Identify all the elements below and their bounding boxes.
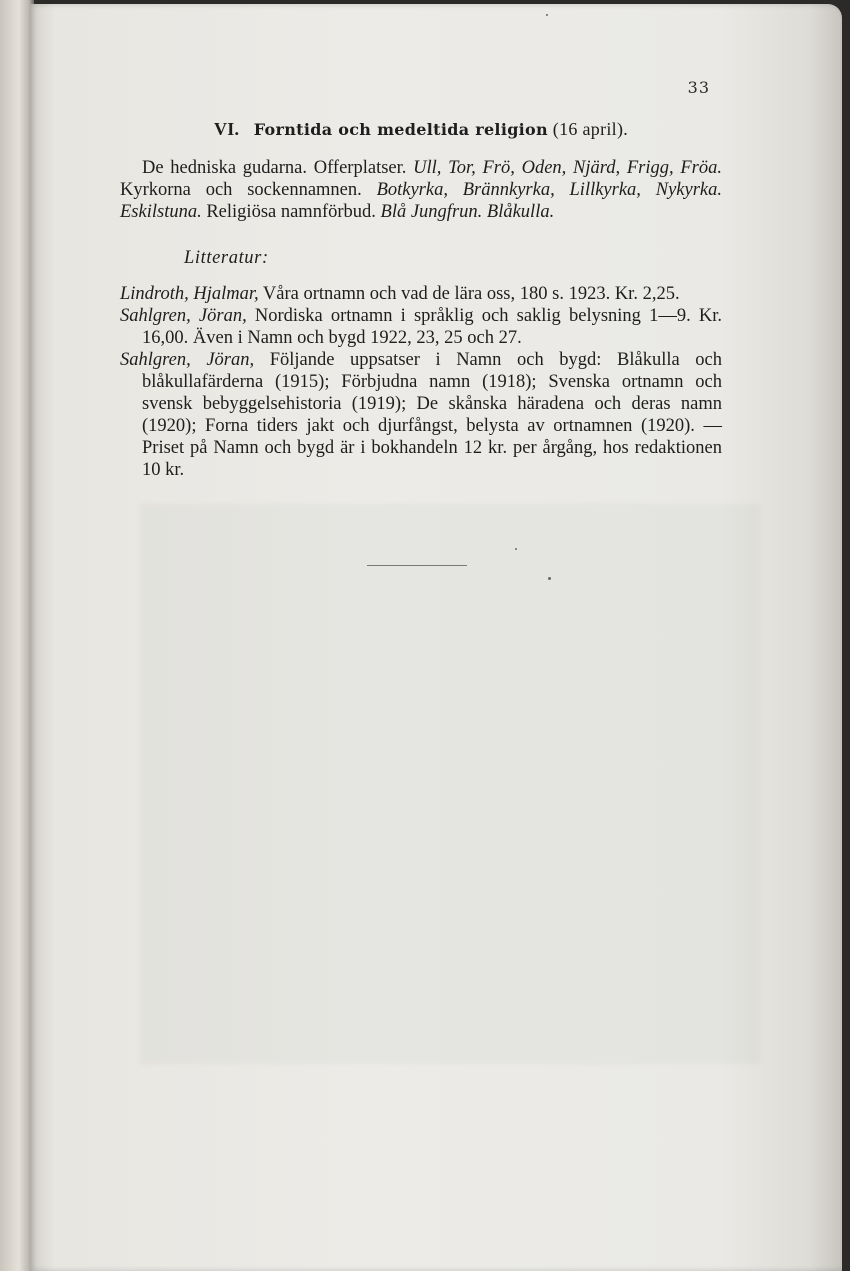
summary-part: De hedniska gudarna. Offerplatser. [142, 158, 414, 178]
print-speck [546, 14, 548, 16]
section-summary [120, 157, 722, 223]
summary-part: Ull, Tor, Frö, Oden, Njärd, Frigg, Fröa. [413, 158, 722, 178]
summary-part: Botkyrka, Brännkyrka, Lillkyrka, Nykyrka. Eskilstuna. [120, 180, 722, 222]
reference-author: Sahlgren, Jöran, [120, 350, 255, 370]
reference-author: Lindroth, Hjalmar, [120, 284, 259, 304]
reference-author: Sahlgren, Jöran, [120, 306, 247, 326]
summary-part: Blå Jungfrun. Blåkulla. [380, 202, 555, 222]
section-date: (16 april). [552, 119, 629, 139]
reference-item [120, 305, 722, 349]
reference-text: Följande uppsatser i Namn och bygd: Blåkulla och blåkullafärderna (1915); Förbjudna namn (1918); Svenska ortnamn och svensk bebyggelsehistoria (1919); De skånska häradena och deras namn (1920); Forna tiders jakt och djurfångst, belysta av ortnamnen (1920). — Priset på Namn och bygd är i bokhandeln 12 kr. per årgång, hos redaktionen 10 kr. [142, 350, 722, 480]
reference-list [120, 283, 722, 481]
section-title: Forntida och medeltida religion [253, 120, 548, 139]
summary-part: Religiösa namnförbud. [201, 202, 381, 222]
print-speck [548, 577, 551, 580]
reference-text: Nordiska ortnamn i språklig och saklig belysning 1—9. Kr. 16,00. Även i Namn och bygd 1922, 23, 25 och 27. [142, 306, 722, 348]
literature-label: Litteratur: [184, 248, 269, 268]
reference-item [120, 349, 722, 481]
section-heading [120, 118, 722, 141]
page-number: 33 [687, 78, 710, 97]
section-divider [367, 565, 467, 566]
print-speck [515, 548, 517, 550]
reference-item [120, 283, 722, 305]
facing-page-edge [0, 0, 34, 1271]
show-through-area [140, 504, 760, 1064]
reference-text: Våra ortnamn och vad de lära oss, 180 s. 1923. Kr. 2,25. [258, 284, 680, 304]
page-content [120, 118, 722, 481]
summary-part: Kyrkorna och sockennamnen. [120, 180, 377, 200]
section-numeral: VI. [213, 119, 240, 139]
